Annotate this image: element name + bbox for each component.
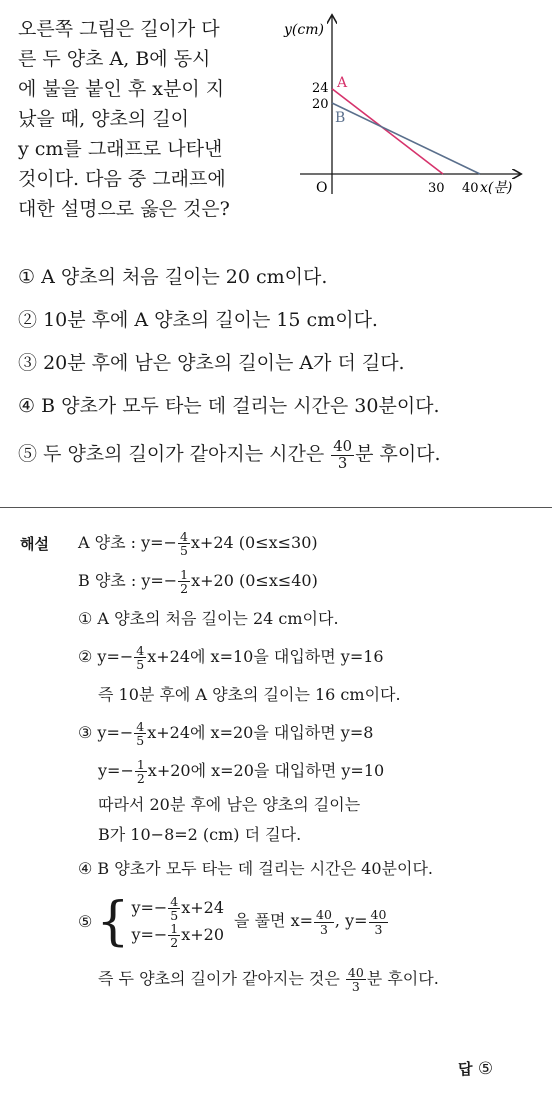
y-tick-label: 24 xyxy=(312,81,329,96)
option-item[interactable] xyxy=(18,305,441,348)
option-number: ④ xyxy=(18,395,36,417)
solution-line: ① A 양초의 처음 길이는 24 cm이다. xyxy=(78,609,339,628)
option-item[interactable] xyxy=(18,262,441,305)
question-line: 것이다. 다음 중 그래프에 xyxy=(18,168,226,190)
solution-tag: 해설 xyxy=(20,535,49,553)
answer-value: ⑤ xyxy=(477,1059,494,1079)
option-text: B 양초가 모두 타는 데 걸리는 시간은 30분이다. xyxy=(41,395,440,417)
question-line: 른 두 양초 A, B에 동시 xyxy=(18,48,211,70)
x-axis-label: x(분) xyxy=(480,180,513,196)
y-axis-label: y(cm) xyxy=(284,22,324,38)
option-number: ② xyxy=(18,309,38,331)
solution-line: 즉 두 양초의 길이가 같아지는 것은 $\frac{40}{3}$ 분 후이다. xyxy=(98,964,439,994)
solution-line: ② y=− $\frac{4}{5}$ x+24에 x=10을 대입하면 y=16 xyxy=(78,642,384,672)
candle-graph xyxy=(280,8,530,198)
option-number: ⑤ xyxy=(18,443,38,465)
solution-line: B 양초 : y=− $\frac{1}{2}$ x+20 (0≤x≤40) xyxy=(78,566,318,596)
answer-label: 답 xyxy=(458,1060,473,1078)
solution-line: 즉 10분 후에 A 양초의 길이는 16 cm이다. xyxy=(98,685,401,704)
solution-line: y=− $\frac{1}{2}$ x+20에 x=20을 대입하면 y=10 xyxy=(98,756,385,786)
question-line: y cm를 그래프로 나타낸 xyxy=(18,138,223,160)
solution-line: 따라서 20분 후에 남은 양초의 길이는 xyxy=(98,795,361,814)
option-text: 10분 후에 A 양초의 길이는 15 cm이다. xyxy=(43,309,378,331)
option-number: ① xyxy=(18,266,36,288)
fraction: $\frac{40}{3}$ xyxy=(333,437,353,472)
question-line: 에 불을 붙인 후 x분이 지 xyxy=(18,78,225,100)
solution-system: ⑤ { y=− $\frac{4}{5}$ x+24 y=− $\frac{1}{2}$ x+20 을 풀면 x= $\frac{40}{3}$ , y= $\frac{40}{3}$ xyxy=(78,892,387,952)
option-item[interactable] xyxy=(18,391,441,434)
options-list xyxy=(18,262,441,480)
option-item[interactable] xyxy=(18,348,441,391)
question-line: 오른쪽 그림은 길이가 다 xyxy=(18,18,220,40)
solution-line: ④ B 양초가 모두 타는 데 걸리는 시간은 40분이다. xyxy=(78,859,433,878)
question-line: 대한 설명으로 옳은 것은? xyxy=(18,198,230,220)
y-tick-label: 20 xyxy=(312,97,329,112)
section-divider xyxy=(0,507,552,508)
option-text: 두 양초의 길이가 같아지는 시간은 xyxy=(43,443,331,465)
x-tick-label: 40 xyxy=(462,181,479,196)
question-line: 났을 때, 양초의 길이 xyxy=(18,108,189,130)
question-text xyxy=(18,14,230,224)
series-a-line xyxy=(332,89,443,174)
option-text: 분 후이다. xyxy=(355,443,441,465)
option-text: A 양초의 처음 길이는 20 cm이다. xyxy=(41,266,328,288)
solution-block xyxy=(78,524,439,998)
option-number: ③ xyxy=(18,352,38,374)
answer xyxy=(458,1058,493,1079)
solution-line: B가 10−8=2 (cm) 더 길다. xyxy=(98,825,302,844)
series-b-line xyxy=(332,103,480,174)
solution-line: A 양초 : y=− $\frac{4}{5}$ x+24 (0≤x≤30) xyxy=(78,528,318,558)
x-tick-label: 30 xyxy=(428,181,445,196)
option-item[interactable] xyxy=(18,434,441,480)
option-text: 20분 후에 남은 양초의 길이는 A가 더 길다. xyxy=(43,352,405,374)
series-a-label: A xyxy=(337,75,348,91)
solution-line: ③ y=− $\frac{4}{5}$ x+24에 x=20을 대입하면 y=8 xyxy=(78,718,374,748)
series-b-label: B xyxy=(335,110,346,126)
origin-label: O xyxy=(316,180,328,196)
